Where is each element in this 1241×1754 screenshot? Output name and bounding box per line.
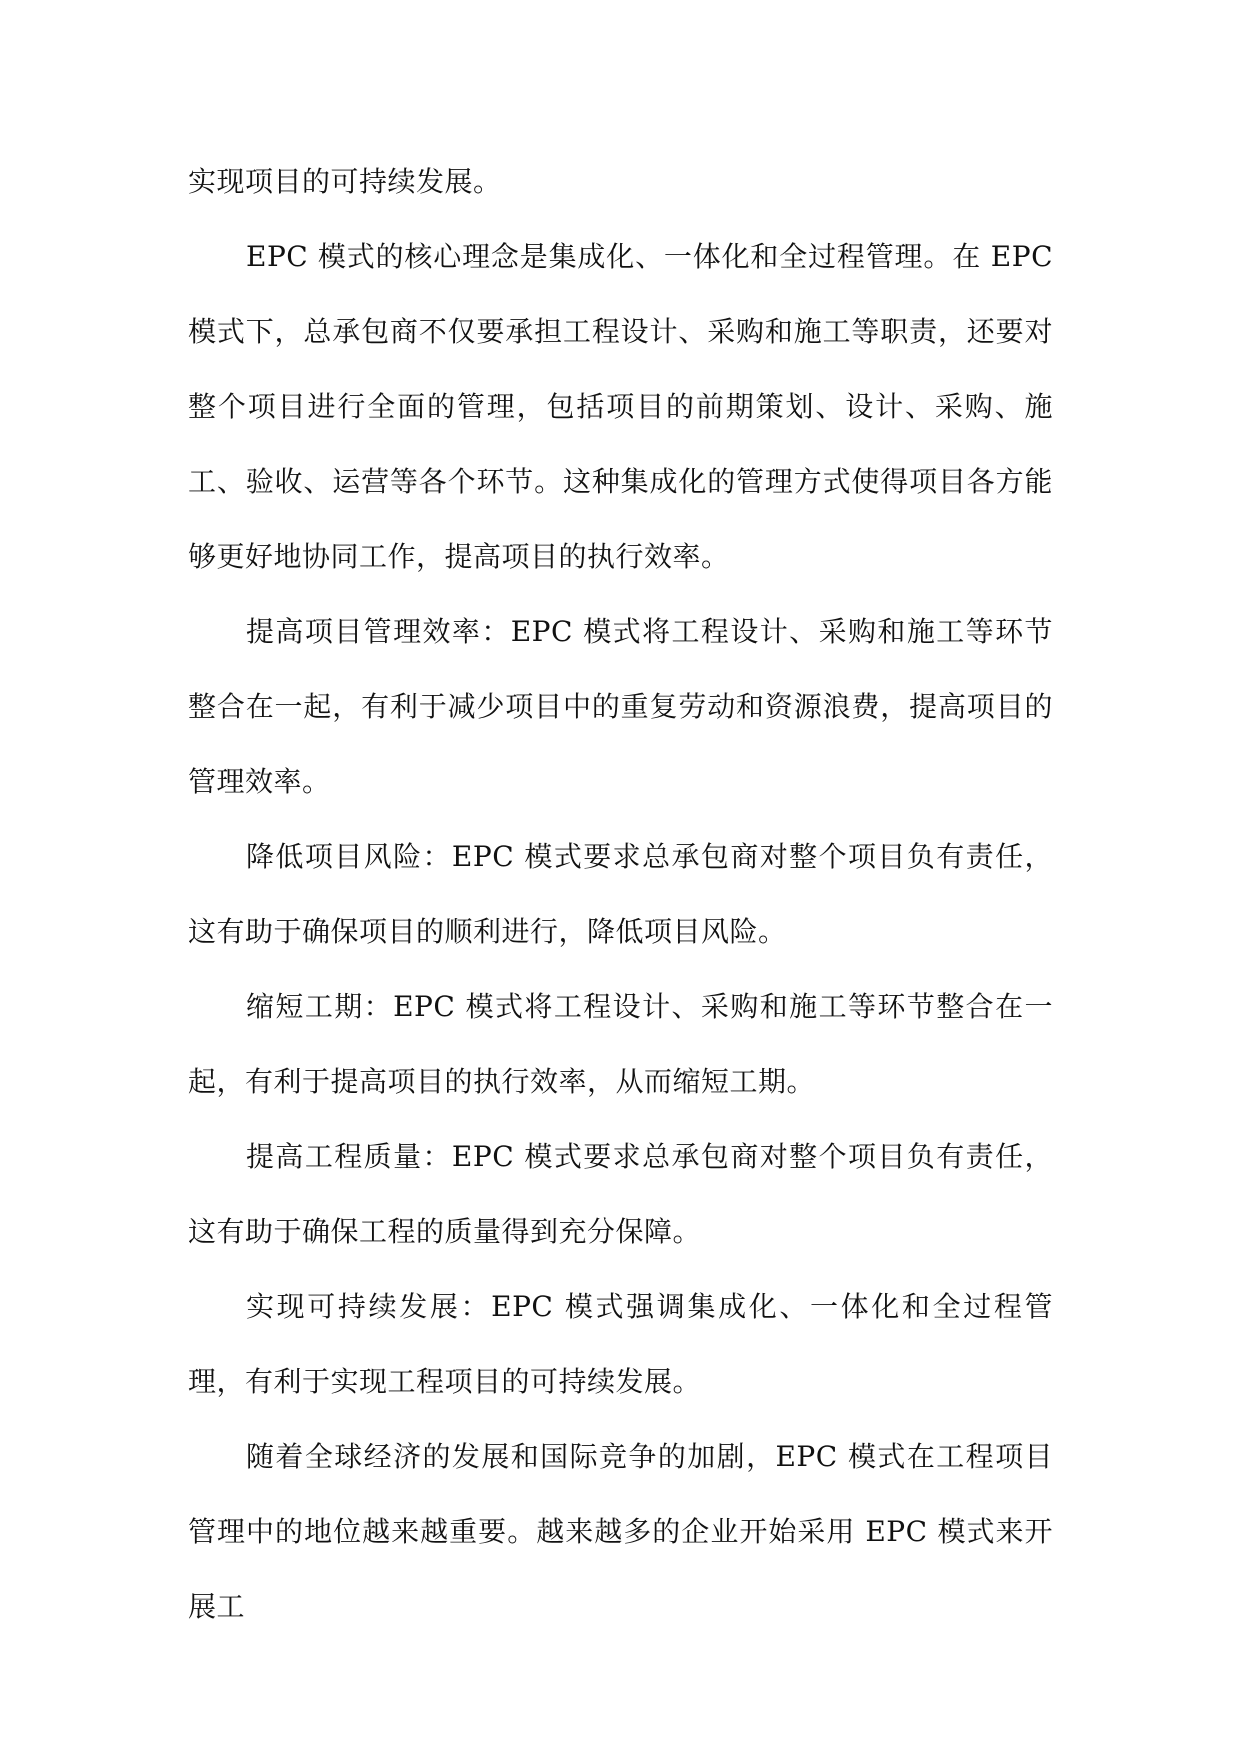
paragraph-global-competition: 随着全球经济的发展和国际竞争的加剧，EPC 模式在工程项目管理中的地位越来越重要。越来越多的企业开始采用 EPC 模式来开展工 xyxy=(188,1440,1053,1623)
paragraph-shorten-schedule: 缩短工期：EPC 模式将工程设计、采购和施工等环节整合在一起，有利于提高项目的执行效率，从而缩短工期。 xyxy=(188,990,1053,1098)
paragraph-epc-core-concept: EPC 模式的核心理念是集成化、一体化和全过程管理。在 EPC 模式下，总承包商不仅要承担工程设计、采购和施工等职责，还要对整个项目进行全面的管理，包括项目的前期策划、设计、采购、施工、验收、运营等各个环节。这种集成化的管理方式使得项目各方能够更好地协同工作，提高项目的执行效率。 xyxy=(188,240,1053,573)
paragraph-sustainable-development: 实现可持续发展：EPC 模式强调集成化、一体化和全过程管理，有利于实现工程项目的可持续发展。 xyxy=(188,1290,1053,1398)
paragraph-improve-quality: 提高工程质量：EPC 模式要求总承包商对整个项目负有责任，这有助于确保工程的质量得到充分保障。 xyxy=(188,1140,1053,1248)
paragraph-reduce-risk: 降低项目风险：EPC 模式要求总承包商对整个项目负有责任，这有助于确保项目的顺利进行，降低项目风险。 xyxy=(188,840,1053,948)
paragraph-management-efficiency: 提高项目管理效率：EPC 模式将工程设计、采购和施工等环节整合在一起，有利于减少项目中的重复劳动和资源浪费，提高项目的管理效率。 xyxy=(188,615,1053,798)
document-body xyxy=(188,144,1053,1644)
paragraph-continuation: 实现项目的可持续发展。 xyxy=(188,165,502,198)
